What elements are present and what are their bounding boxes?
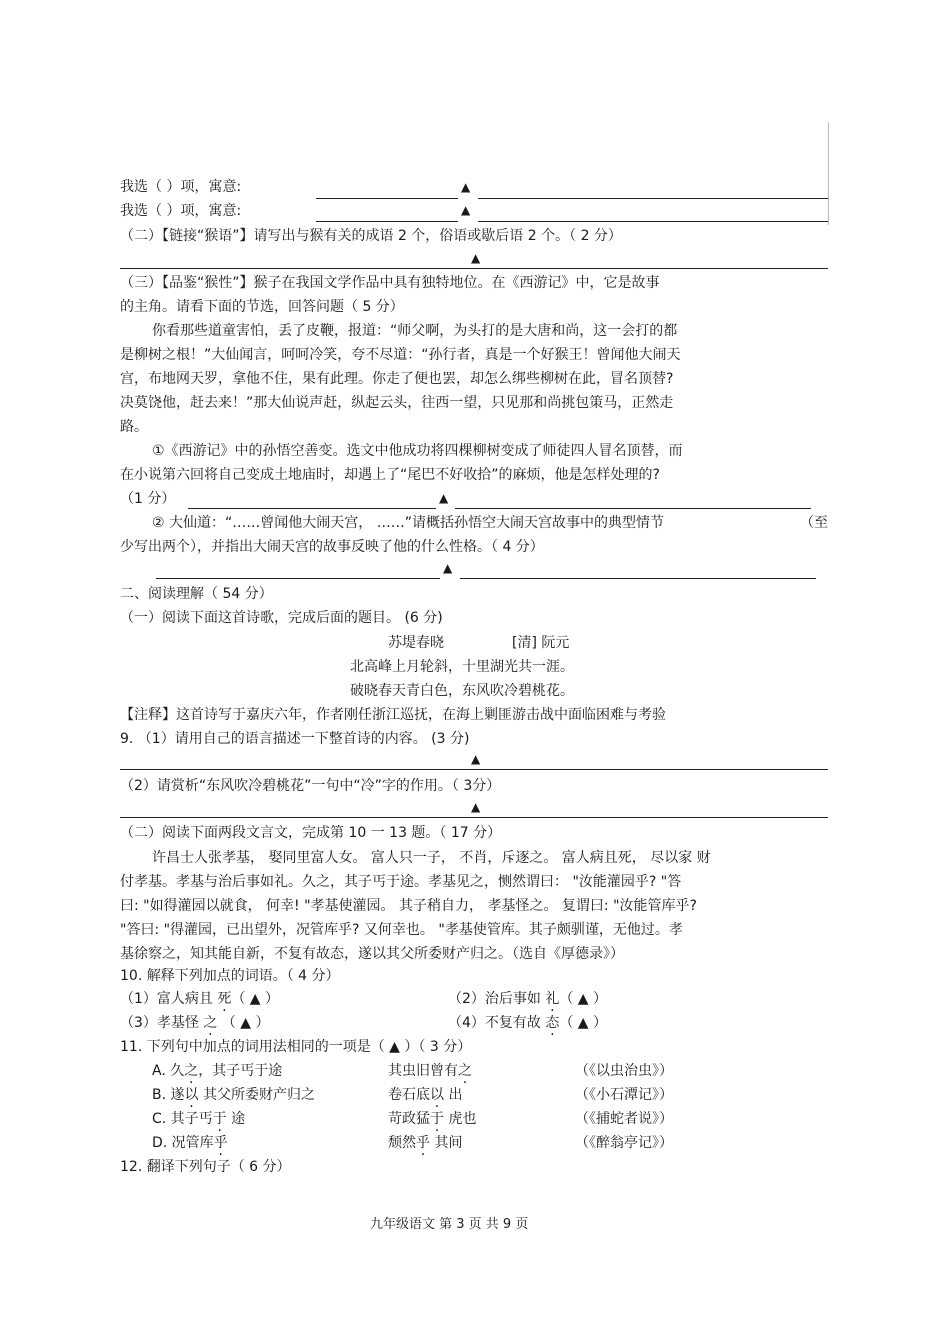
answer-marker: ▲: [461, 180, 471, 194]
margin-rule: [828, 122, 829, 225]
q11-option-d-compare: 颓然乎 其间: [388, 1135, 463, 1151]
q9-part-1: 9. （1）请用自己的语言描述一下整首诗的内容。 (3 分): [120, 731, 470, 747]
q9-part-2: （2）请赏析“东风吹冷碧桃花”一句中“冷”字的作用。（ 3分）: [120, 778, 501, 794]
q11-option-d-source: （《醉翁亭记》）: [575, 1135, 673, 1151]
excerpt-line: 决莫饶他，赶去来！”那大仙说声赶，纵起云头，往西一望，只见那和尚挑包策马，正然走: [120, 395, 674, 411]
q1-score: （1 分）: [120, 491, 176, 507]
answer-line: [316, 198, 458, 199]
q11-option-c: C. 其子丐于 途: [152, 1111, 246, 1127]
answer-line: [120, 817, 828, 818]
q2-line-2: 少写出两个），并指出大闹天宫的故事反映了他的什么性格。（ 4 分）: [120, 539, 544, 555]
page-footer: 九年级语文 第 3 页 共 9 页: [370, 1217, 529, 1232]
classical-line: 许昌士人张孝基， 娶同里富人女。 富人只一子， 不肖，斥逐之。 富人病且死， 尽以家 财: [152, 850, 711, 866]
q11-option-d: D. 况管库乎: [152, 1135, 228, 1151]
part-2-title: 二、阅读理解（ 54 分）: [120, 586, 273, 602]
answer-line: [478, 221, 828, 222]
answer-line: [188, 508, 436, 509]
q11-option-c-source: （《捕蛇者说》）: [575, 1111, 673, 1127]
q2-line-1-tail: （至: [800, 515, 828, 531]
excerpt-line: 是柳树之根！”大仙闻言，呵呵冷笑，夸不尽道：“孙行者，真是一个好猴王！曾闻他大闹天: [120, 347, 681, 363]
poem-intro: （一）阅读下面这首诗歌，完成后面的题目。 (6 分): [120, 610, 443, 626]
section-2-question: （二）【链接“猴语”】请写出与猴有关的成语 2 个，俗语或歇后语 2 个。（ 2 分）: [120, 228, 622, 244]
q11-title: 11. 下列句中加点的词用法相同的一项是（ ▲ ）（ 3 分）: [120, 1039, 472, 1055]
answer-line: [316, 221, 458, 222]
q11-option-a: A. 久之，其子丐于途: [152, 1063, 283, 1079]
q10-item: （2）治后事如 礼（ ▲ ）: [448, 991, 608, 1007]
answer-line: [455, 508, 811, 509]
excerpt-line: 你看那些道童害怕，丢了皮鞭，报道：“师父啊，为头打的是大唐和尚，这一会打的都: [152, 323, 678, 339]
answer-marker: ▲: [471, 251, 481, 265]
poem-note: 【注释】这首诗写于嘉庆六年，作者刚任浙江巡抚，在海上剿匪游击战中面临困难与考验: [120, 707, 666, 723]
q11-option-b: B. 遂以 其父所委财产归之: [152, 1087, 315, 1103]
answer-marker: ▲: [471, 800, 481, 814]
classical-line: 付孝基。孝基与治后事如礼。久之，其子丐于途。孝基见之，恻然谓曰： "汝能灌园乎? "答: [120, 874, 682, 890]
answer-line: [156, 578, 440, 579]
q1-line-2: 在小说第六回将自己变成土地庙时，却遇上了“尾巴不好收拾”的麻烦，他是怎样处理的?: [120, 467, 660, 483]
answer-line: [460, 578, 816, 579]
q11-option-b-compare: 卷石底以 出: [388, 1087, 463, 1103]
poem-line-2: 破晓春天青白色，东风吹冷碧桃花。: [350, 683, 574, 699]
classical-intro: （二）阅读下面两段文言文，完成第 10 一 13 题。（ 17 分）: [120, 825, 502, 841]
excerpt-line: 宫，布地网天罗，拿他不住，果有此理。你走了便也罢，却怎么绑些柳树在此，冒名顶替?: [120, 371, 674, 387]
q10-item: （1）富人病且 死（ ▲ ）: [120, 991, 280, 1007]
poem-line-1: 北高峰上月轮斜，十里湖光共一涯。: [350, 659, 574, 675]
classical-line: "答曰: "得灌园，已出望外，况管库乎? 又何幸也。 "孝基使管库。其子颇驯谨，无他过。孝: [120, 922, 683, 938]
answer-marker: ▲: [471, 752, 481, 766]
q11-option-a-source: （《以虫治虫》）: [575, 1063, 673, 1079]
section-3-line-1: （三）【品鉴“猴性”】猴子在我国文学作品中具有独特地位。在《西游记》中，它是故事: [120, 275, 660, 291]
section-3-line-2: 的主角。请看下面的节选，回答问题（ 5 分）: [120, 299, 404, 315]
q12-title: 12. 翻译下列句子（ 6 分）: [120, 1159, 291, 1175]
choice-row-1: 我选（ ）项，寓意:: [120, 179, 242, 195]
q11-option-c-compare: 苛政猛于 虎也: [388, 1111, 477, 1127]
answer-marker: ▲: [443, 561, 453, 575]
excerpt-line: 路。: [120, 419, 148, 435]
q10-item: （3）孝基怪 之 （ ▲ ）: [120, 1015, 270, 1031]
q2-line-1: ② 大仙道：“……曾闻他大闹天宫， ……”请概括孙悟空大闹天宫故事中的典型情节: [152, 515, 664, 531]
classical-line: 曰: "如得灌园以就食， 何幸! "孝基使灌园。 其子稍自力， 孝基怪之。 复谓曰: "汝能管库乎?: [120, 898, 697, 914]
classical-line: 基徐察之，知其能自新，不复有故态，遂以其父所委财产归之。（选自《厚德录》）: [120, 946, 624, 962]
answer-line: [478, 198, 828, 199]
poem-author: [清] 阮元: [512, 635, 570, 651]
choice-row-2: 我选（ ）项，寓意:: [120, 203, 242, 219]
answer-line: [120, 268, 828, 269]
q11-option-b-source: （《小石潭记》）: [575, 1087, 673, 1103]
q10-title: 10. 解释下列加点的词语。（ 4 分）: [120, 968, 340, 984]
q11-option-a-compare: 其虫旧曾有之: [388, 1063, 472, 1079]
answer-marker: ▲: [461, 203, 471, 217]
q10-item: （4）不复有故 态（ ▲ ）: [448, 1015, 608, 1031]
answer-marker: ▲: [439, 491, 449, 505]
q1-line-1: ①《西游记》中的孙悟空善变。选文中他成功将四棵柳树变成了师徒四人冒名顶替，而: [152, 443, 683, 459]
answer-line: [120, 769, 828, 770]
poem-title: 苏堤春晓: [388, 635, 444, 651]
